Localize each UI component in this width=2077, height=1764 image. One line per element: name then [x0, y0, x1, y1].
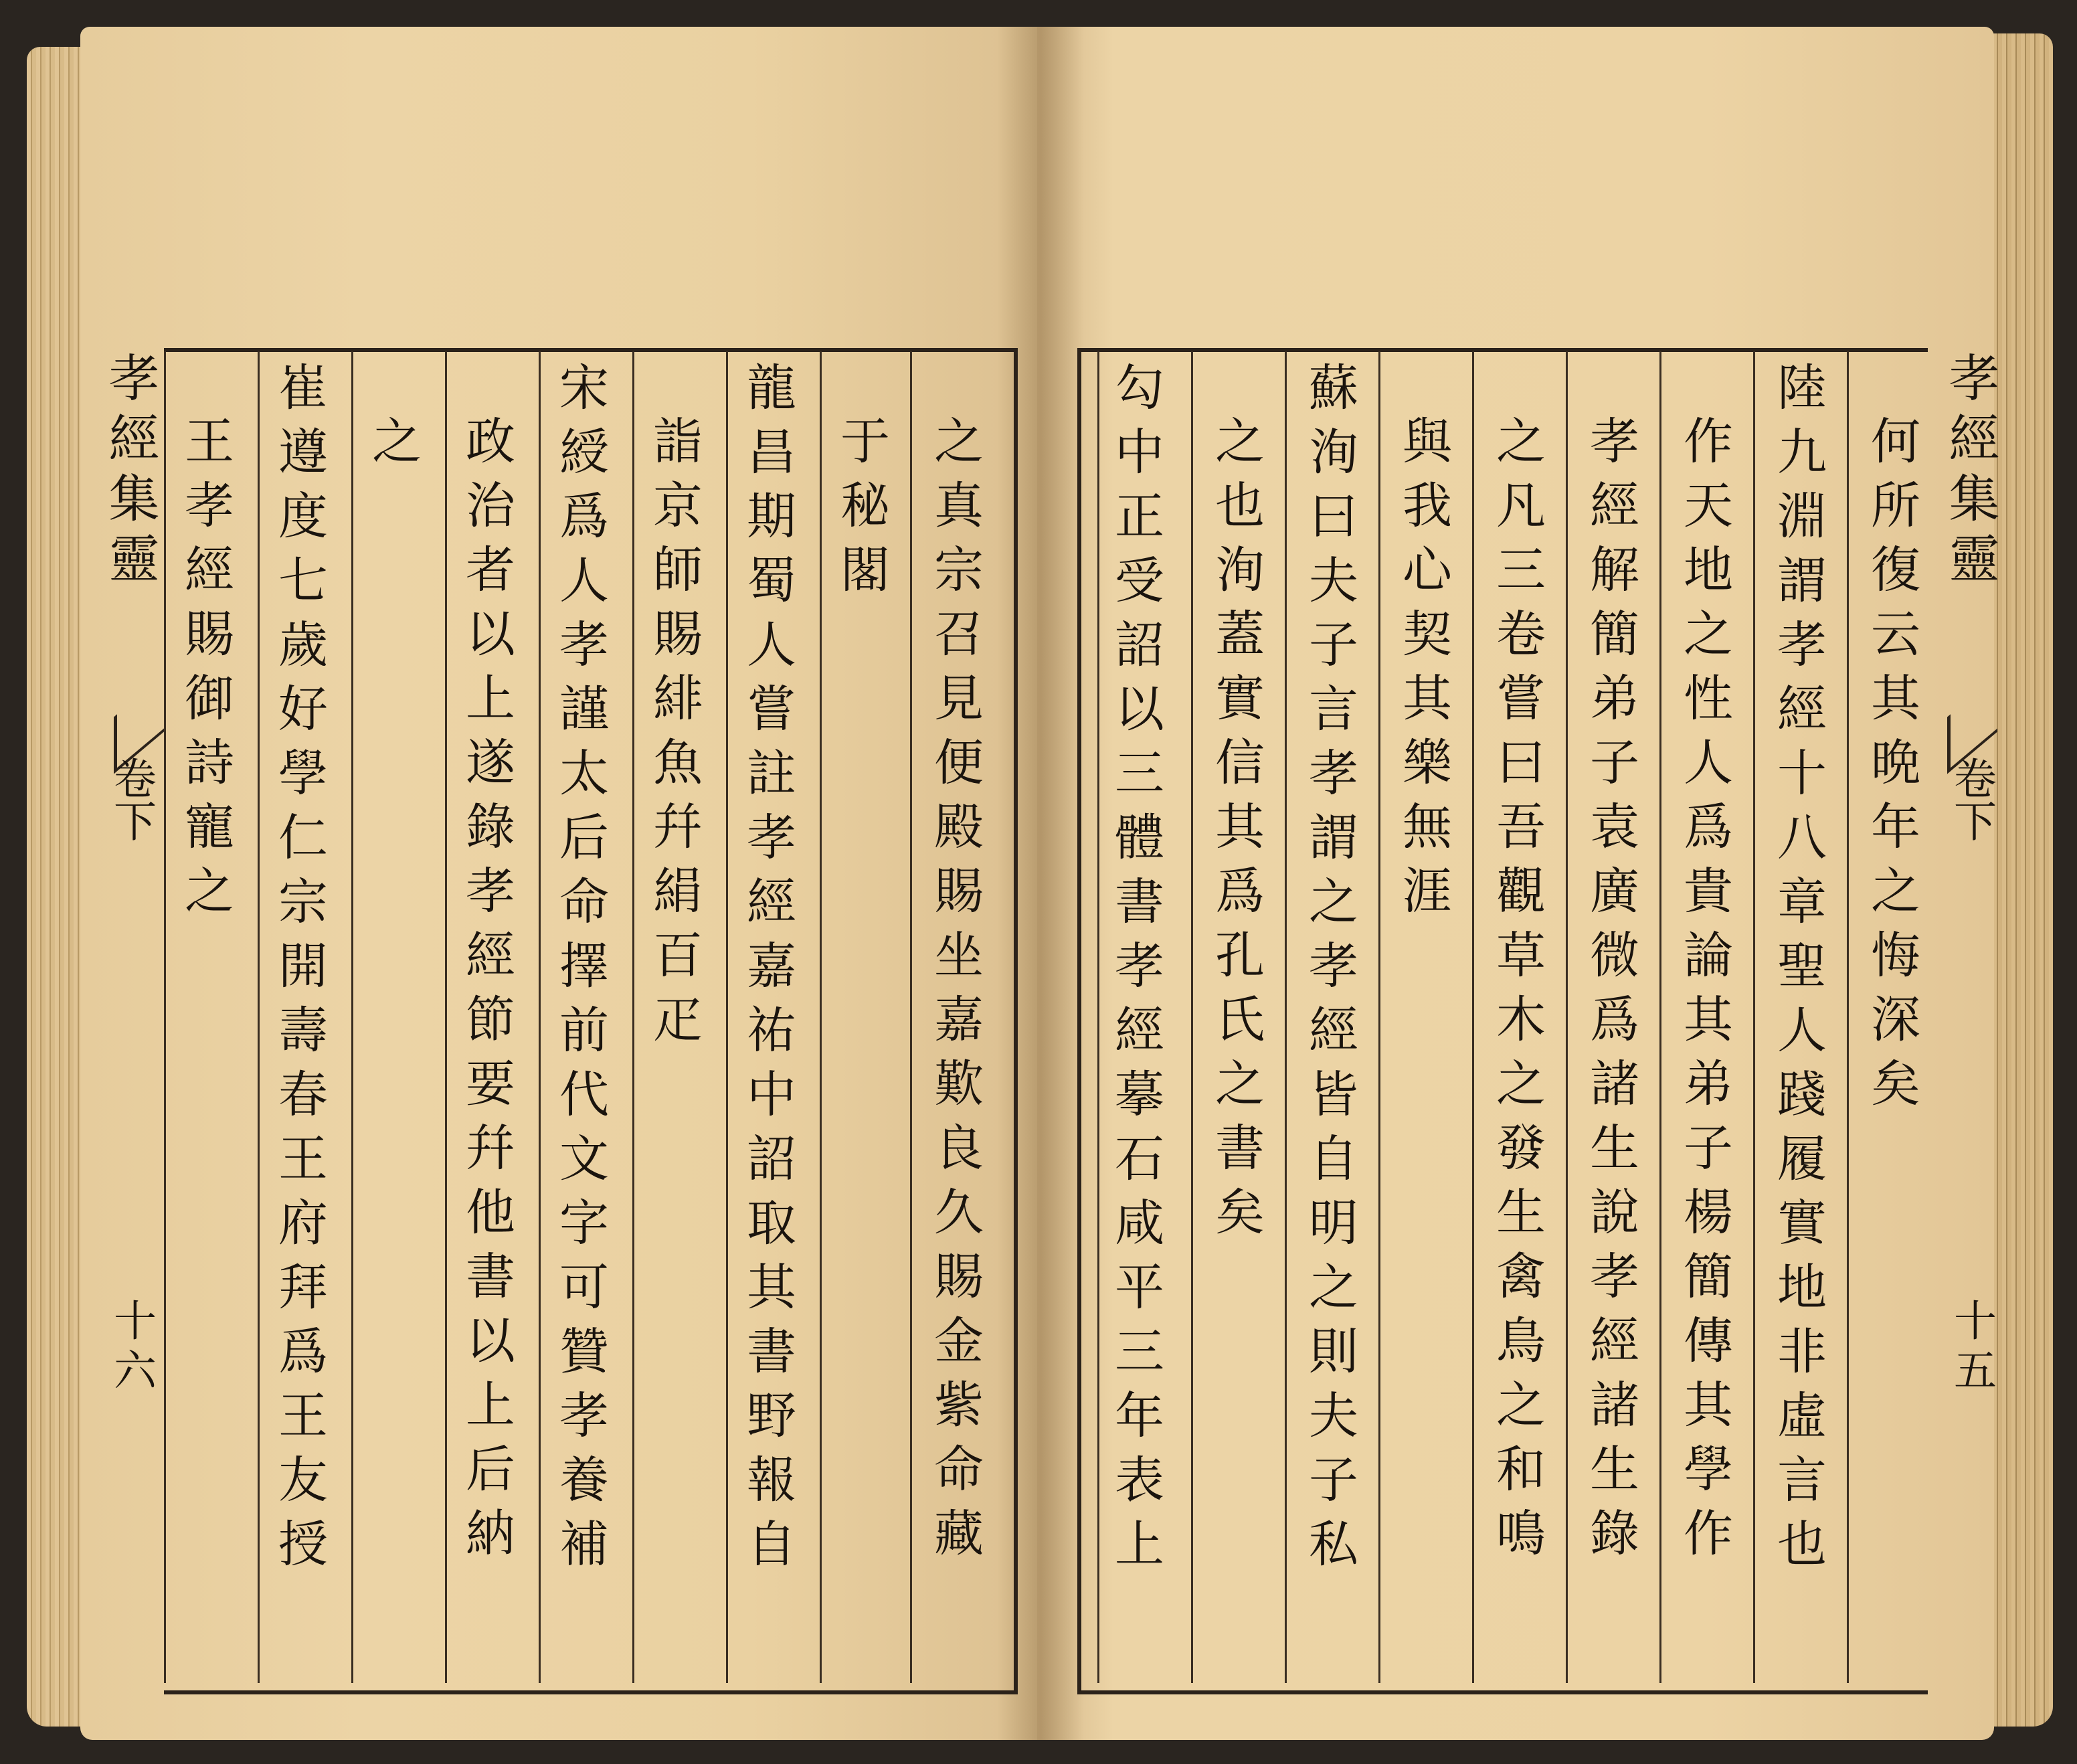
column-rule	[910, 351, 912, 1683]
text-column: 之	[364, 415, 422, 479]
column-rule	[1847, 351, 1849, 1683]
text-column: 與我心契其樂無涯	[1394, 415, 1452, 929]
column-rule	[1659, 351, 1661, 1683]
column-rule	[1753, 351, 1755, 1683]
column-rule	[820, 351, 822, 1683]
text-column: 王孝經賜御詩寵之	[177, 415, 234, 929]
text-column: 政治者以上遂錄孝經節要幷他書以上后納	[458, 415, 515, 1571]
text-column: 蘇洵曰夫子言孝謂之孝經皆自明之則夫子私	[1301, 361, 1358, 1582]
banxin-juan-left: 卷下	[106, 756, 156, 842]
column-rule	[726, 351, 728, 1683]
column-rule	[1566, 351, 1568, 1683]
column-rule	[1097, 351, 1099, 1683]
column-rule	[1285, 351, 1287, 1683]
page-stack-right	[1993, 33, 2053, 1727]
text-column: 崔遵度七歲好學仁宗開壽春王府拜爲王友授	[270, 361, 328, 1582]
text-column: 之也洵蓋實信其爲孔氏之書矣	[1207, 415, 1265, 1250]
banxin-page-right: 十五	[1947, 1298, 1996, 1397]
banxin-title-left: 孝經集靈	[100, 351, 160, 592]
column-rule	[351, 351, 353, 1683]
text-column: 于秘閣	[832, 415, 890, 608]
banxin-juan-right: 卷下	[1947, 756, 1996, 842]
column-rule	[539, 351, 541, 1683]
text-column: 孝經解簡弟子袁廣微爲諸生說孝經諸生錄	[1582, 415, 1639, 1571]
column-rule	[445, 351, 447, 1683]
column-rule	[258, 351, 260, 1683]
column-rule	[1378, 351, 1380, 1683]
text-column: 宋綬爲人孝謹太后命擇前代文字可贊孝養補	[551, 361, 609, 1582]
text-column: 勾中正受詔以三體書孝經摹石咸平三年表上	[1107, 361, 1164, 1582]
text-column: 何所復云其晩年之悔深矣	[1863, 415, 1920, 1122]
column-rule	[1191, 351, 1193, 1683]
text-column: 陸九淵謂孝經十八章聖人踐履實地非虛言也	[1769, 361, 1827, 1582]
text-column: 作天地之性人爲貴論其弟子楊簡傳其學作	[1676, 415, 1733, 1571]
text-column: 之凡三卷嘗曰吾觀草木之發生禽鳥之和鳴	[1488, 415, 1546, 1571]
banxin-page-left: 十六	[106, 1298, 156, 1397]
text-column: 龍昌期蜀人嘗註孝經嘉祐中詔取其書野報自	[739, 361, 796, 1582]
column-rule	[632, 351, 634, 1683]
banxin-title-right: 孝經集靈	[1940, 351, 2000, 592]
text-column: 之真宗召見便殿賜坐嘉歎良久賜金紫命藏	[926, 415, 984, 1571]
column-rule	[1472, 351, 1474, 1683]
text-column: 詣京師賜緋魚幷絹百疋	[645, 415, 703, 1057]
